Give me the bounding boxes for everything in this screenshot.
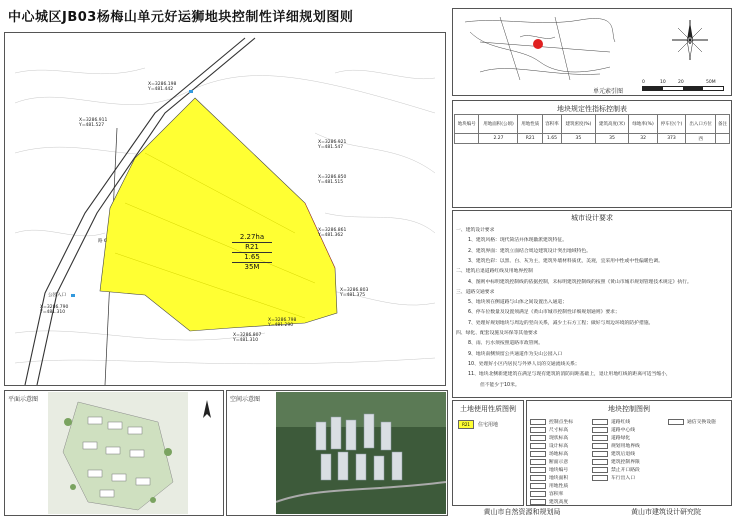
legend-label: 设计标高 xyxy=(549,444,569,449)
control-legend-title: 地块控制图例 xyxy=(608,405,650,413)
legend-swatch-icon xyxy=(530,419,546,425)
north-arrow-icon xyxy=(670,18,710,62)
design-line: 11、地块北侧新建建筑在满足与现有建筑的消防间距基础上，退让用地红线的距离可适当缩小， xyxy=(468,372,671,378)
legend-swatch-icon xyxy=(592,451,608,457)
legend-label: 尺寸标高 xyxy=(549,428,569,433)
coord-label-2: X=3286.911 Y=481.527 xyxy=(79,118,108,128)
legend-label: 地块面积 xyxy=(549,476,569,481)
parcel-use: R21 xyxy=(232,243,272,253)
parcel-label xyxy=(232,233,272,272)
legend-swatch-icon xyxy=(530,491,546,497)
legend-label: 现状标高 xyxy=(549,436,569,441)
td-7: 373 xyxy=(657,134,686,144)
legend-label: 道路红线 xyxy=(611,420,631,425)
th-7: 停车位(个) xyxy=(657,115,686,134)
indicator-table-title: 地块规定性指标控制表 xyxy=(557,105,627,113)
water-marker xyxy=(189,90,193,93)
th-0: 地块编号 xyxy=(455,115,479,134)
design-line: 8、雨、污水须按照道路市政管网。 xyxy=(468,341,544,347)
land-use-legend-frame xyxy=(452,400,524,506)
legend-swatch-icon xyxy=(592,419,608,425)
legend-swatch-icon xyxy=(530,483,546,489)
indicator-table xyxy=(454,114,730,144)
legend-label: 场地标高 xyxy=(549,452,569,457)
coord-label-4: X=3286.850 Y=481.515 xyxy=(318,175,347,185)
land-use-code: R21 xyxy=(462,422,470,427)
legend-item xyxy=(530,498,568,505)
table-header-row xyxy=(455,115,730,134)
plan-north-icon xyxy=(200,400,214,420)
legend-item xyxy=(592,418,630,425)
legend-item xyxy=(592,474,635,481)
legend-label: 建筑高度 xyxy=(549,500,569,505)
design-line: 二、建筑后退道路红线及用地界控制 xyxy=(456,269,533,275)
scale-20: 20 xyxy=(678,80,684,85)
th-3: 容积率 xyxy=(542,115,561,134)
design-line: 3、建筑色彩：以黑、白、灰为主，建筑外墙材料质优，美观，宜采用中性或中性偏暖色调。 xyxy=(468,258,663,264)
td-0 xyxy=(455,134,479,144)
plan-diagram xyxy=(48,392,188,514)
td-3: 1.65 xyxy=(542,134,561,144)
legend-item xyxy=(530,426,568,433)
coord-label-3: X=3286.921 Y=481.547 xyxy=(318,140,347,150)
legend-label: 用地性质 xyxy=(549,484,569,489)
legend-item xyxy=(592,450,635,457)
th-1: 用地面积(公顷) xyxy=(479,115,518,134)
design-line: 2、建筑界面：建筑立面结合周边建筑设计突出地域特色。 xyxy=(468,248,591,254)
legend-swatch-icon xyxy=(592,427,608,433)
legend-swatch-icon xyxy=(592,467,608,473)
land-use-label: 住宅用地 xyxy=(478,422,499,428)
page-title: 中心城区JB03杨梅山单元好运狮地块控制性详细规划图则 xyxy=(8,10,354,25)
control-map xyxy=(5,33,445,385)
legend-label: 建筑控制界限 xyxy=(611,460,640,465)
legend-item xyxy=(530,418,573,425)
scale-bar xyxy=(642,86,724,91)
th-2: 用地性质 xyxy=(518,115,542,134)
design-line: 三、道路交通要求 xyxy=(456,289,495,295)
legend-swatch-icon xyxy=(530,435,546,441)
water-marker-2 xyxy=(71,294,75,297)
legend-item xyxy=(668,418,716,425)
legend-swatch-icon xyxy=(530,467,546,473)
plan-label: 平面示意图 xyxy=(8,396,39,403)
legend-label: 禁止开口路段 xyxy=(611,468,640,473)
td-6: 32 xyxy=(629,134,657,144)
coord-label-5: X=3286.861 Y=481.362 xyxy=(318,228,347,238)
legend-label: 断面示意 xyxy=(549,460,569,465)
legend-swatch-icon xyxy=(530,451,546,457)
td-1: 2.27 xyxy=(479,134,518,144)
td-2: R21 xyxy=(518,134,542,144)
table-row xyxy=(455,134,730,144)
legend-label: 建筑后退线 xyxy=(611,452,635,457)
coord-label-7: X=3286.807 Y=481.310 xyxy=(233,333,262,343)
legend-label: 通信交换设施 xyxy=(687,420,716,425)
land-use-swatch xyxy=(458,420,474,429)
legend-item xyxy=(592,434,630,441)
footer-right: 黄山市建筑设计研究院 xyxy=(631,508,701,516)
coord-label-9: X=3286.790 Y=481.310 xyxy=(40,305,69,315)
parcel-r21 xyxy=(100,98,337,331)
legend-swatch-icon xyxy=(530,499,546,505)
space-diagram xyxy=(276,392,446,514)
th-8: 出入口方位 xyxy=(686,115,716,134)
design-line: 四、绿化、配套设施及环保等其他要求 xyxy=(456,331,538,336)
td-4: 35 xyxy=(562,134,596,144)
index-map-label: 单元索引图 xyxy=(593,88,624,95)
design-line: 9、地块南侧预留公共通道作为尖山公园入口 xyxy=(468,351,563,357)
legend-label: 控制点坐标 xyxy=(549,420,573,425)
td-5: 35 xyxy=(595,134,629,144)
legend-swatch-icon xyxy=(592,475,608,481)
legend-item xyxy=(592,442,640,449)
legend-item xyxy=(530,474,568,481)
design-line: 10、处理好小区内居民与外界人员的交通流线关系； xyxy=(468,361,580,367)
design-line: 6、停车位数量及设置须满足《黄山市城市控制性详细规划通则》要求； xyxy=(468,310,620,316)
design-line: 7、处理好规划地块与周边的竖向关系，减少土石方工程；做好与周边环境的防护措施。 xyxy=(468,320,654,326)
legend-item xyxy=(592,466,640,473)
legend-swatch-icon xyxy=(530,427,546,433)
legend-label: 规划用地界线 xyxy=(611,444,640,449)
design-line: 一、建筑设计要求 xyxy=(456,228,495,233)
design-title: 城市设计要求 xyxy=(571,214,613,222)
th-5: 建筑高度(米) xyxy=(595,115,629,134)
scale-50: 50M xyxy=(706,80,716,85)
td-8: 西 xyxy=(686,134,716,144)
legend-item xyxy=(530,442,568,449)
scale-0: 0 xyxy=(642,80,645,85)
th-6: 绿地率(%) xyxy=(629,115,657,134)
design-line: 1、建筑风格：现代简洁并体现徽派建筑特征。 xyxy=(468,238,567,244)
legend-swatch-icon xyxy=(530,475,546,481)
legend-item xyxy=(530,450,568,457)
legend-swatch-icon xyxy=(530,459,546,465)
legend-swatch-icon xyxy=(592,443,608,449)
legend-item xyxy=(530,434,568,441)
legend-label: 道路中心线 xyxy=(611,428,635,433)
legend-label: 道路绿化 xyxy=(611,436,631,441)
legend-item xyxy=(592,458,640,465)
td-9 xyxy=(715,134,729,144)
legend-swatch-icon xyxy=(592,459,608,465)
index-map xyxy=(460,12,620,82)
legend-swatch-icon xyxy=(668,419,684,425)
coord-label-1: X=3286.198 Y=481.442 xyxy=(148,82,177,92)
scale-10: 10 xyxy=(660,80,666,85)
park-entrance-label: 公园入口 xyxy=(48,293,66,298)
legend-label: 容积率 xyxy=(549,492,564,497)
legend-swatch-icon xyxy=(530,443,546,449)
legend-swatch-icon xyxy=(592,435,608,441)
legend-label: 地块编号 xyxy=(549,468,569,473)
coord-label-6: X=3286.803 Y=481.375 xyxy=(340,288,369,298)
parcel-far: 1.65 xyxy=(232,253,272,263)
parcel-area: 2.27ha xyxy=(232,233,272,243)
parcel-height: 35M xyxy=(244,263,260,271)
land-use-legend-title: 土地使用性质图例 xyxy=(460,405,516,413)
legend-item xyxy=(530,466,568,473)
design-line: 5、地块须在侧道路与山体之间设置出入通道； xyxy=(468,300,567,306)
th-4: 建筑密度(%) xyxy=(562,115,596,134)
legend-item xyxy=(530,482,568,489)
design-line: 4、图则中标明建筑控制线的依据控制，未标明建筑控制线的按照《黄山市城市规划管理技术规定》执行。 xyxy=(468,279,692,285)
footer-left: 黄山市自然资源和规划局 xyxy=(483,508,561,516)
legend-label: 车行出入口 xyxy=(611,476,635,481)
design-line: 但不能少于10米。 xyxy=(480,382,520,388)
space-label: 空间示意图 xyxy=(230,396,261,403)
th-9: 备注 xyxy=(715,115,729,134)
legend-item xyxy=(592,426,635,433)
legend-item xyxy=(530,490,563,497)
legend-item xyxy=(530,458,568,465)
road-label: 路 6 xyxy=(98,239,107,244)
coord-label-8: X=3286.798 Y=481.290 xyxy=(268,318,297,328)
